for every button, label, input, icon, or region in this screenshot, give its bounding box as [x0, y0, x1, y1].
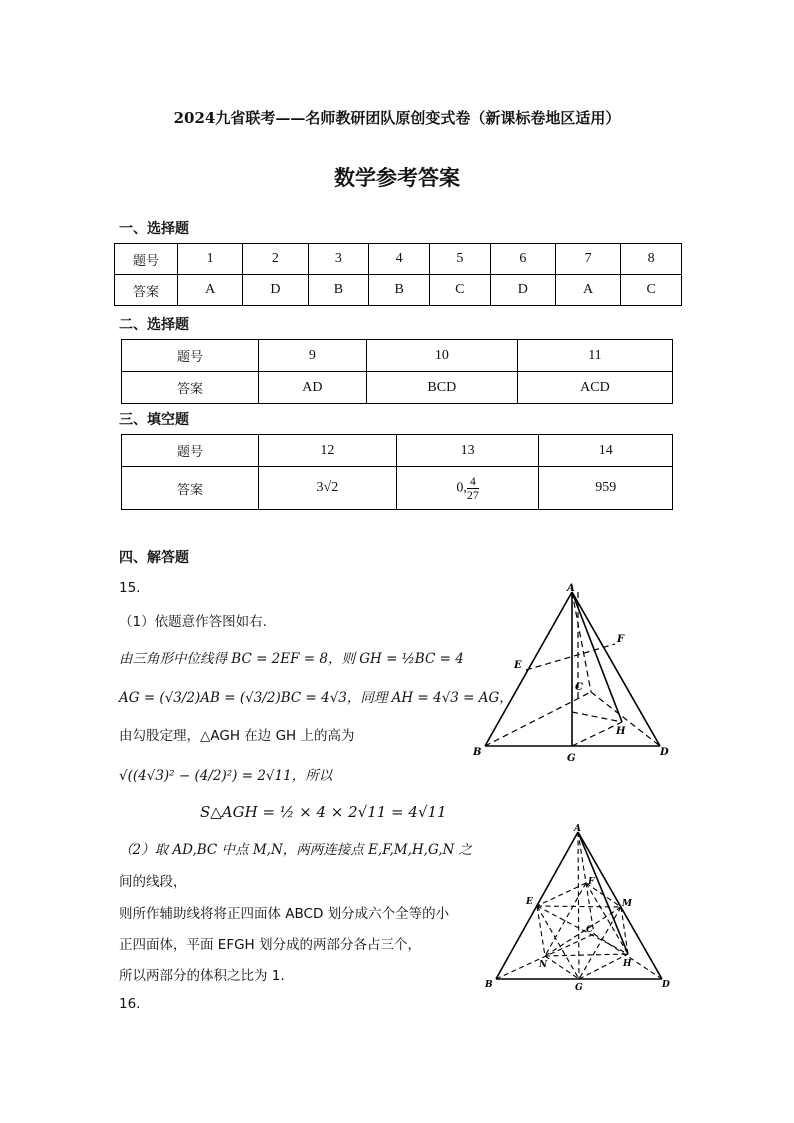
table-cell: 题号	[115, 244, 178, 275]
figure-label: F	[617, 634, 625, 645]
section-heading-choice: 一、选择题	[119, 221, 189, 237]
question-number-15: 15.	[119, 580, 141, 596]
table-cell: A	[555, 275, 620, 306]
table-cell: 959	[539, 467, 673, 510]
table-cell: 题号	[122, 340, 259, 372]
table-cell: 6	[490, 244, 555, 275]
table-row	[122, 372, 673, 404]
table-cell: A	[178, 275, 243, 306]
solution-line: （1）依题意作答图如右.	[119, 614, 267, 630]
figure-label: D	[662, 980, 670, 990]
figure-label: D	[660, 747, 669, 758]
answer-table-choice	[114, 243, 682, 306]
table-cell: 8	[621, 244, 682, 275]
table-cell: 3√2	[259, 467, 397, 510]
table-cell: 9	[259, 340, 367, 372]
table-row	[122, 467, 673, 510]
table-cell: AD	[259, 372, 367, 404]
fraction-numerator: 4	[467, 475, 479, 489]
figure-label: E	[526, 897, 533, 907]
section-heading-multi-choice: 二、选择题	[119, 317, 189, 333]
solution-line: AG = (√3/2)AB = (√3/2)BC = 4√3，同理 AH = 4√3 = AG，	[119, 690, 513, 706]
solution-line: 所以两部分的体积之比为 1.	[119, 968, 285, 984]
page-title: 数学参考答案	[334, 165, 460, 190]
figure-label: H	[616, 726, 626, 737]
table-cell: 2	[243, 244, 308, 275]
table-cell: 14	[539, 435, 673, 467]
table-cell: D	[490, 275, 555, 306]
table-cell: 题号	[122, 435, 259, 467]
page-header-title: 2024九省联考——名师教研团队原创变式卷（新课标卷地区适用）	[173, 109, 621, 127]
table-row	[122, 340, 673, 372]
figure-label: A	[567, 583, 575, 594]
table-cell: 12	[259, 435, 397, 467]
table-cell: B	[308, 275, 369, 306]
fraction-denominator: 27	[466, 487, 479, 502]
table-cell: BCD	[366, 372, 517, 404]
figure-label: H	[623, 959, 632, 969]
table-cell: 答案	[122, 467, 259, 510]
solution-line: 由勾股定理，△AGH 在边 GH 上的高为	[119, 728, 355, 744]
figure-label: B	[473, 747, 482, 758]
figure-label: F	[588, 877, 595, 887]
solution-formula: S△AGH = ½ × 4 × 2√11 = 4√11	[200, 803, 447, 821]
solution-line: √((4√3)² − (4/2)²) = 2√11，所以	[119, 768, 333, 784]
table-cell: C	[621, 275, 682, 306]
table-cell: ACD	[517, 372, 672, 404]
figure-label: E	[514, 660, 522, 671]
table-row	[115, 244, 682, 275]
solution-line: 正四面体，平面 EFGH 划分成的两部分各占三个，	[119, 937, 421, 953]
figure-label: B	[485, 980, 493, 990]
section-heading-fill-blank: 三、填空题	[119, 412, 189, 428]
solution-line: 由三角形中位线得 BC = 2EF = 8，则 GH = ½BC = 4	[119, 651, 464, 667]
solution-line: 间的线段，	[119, 874, 187, 890]
answer-table-fill-blank	[121, 434, 673, 510]
fraction	[467, 475, 479, 501]
table-cell: 10	[366, 340, 517, 372]
table-cell: 11	[517, 340, 672, 372]
figure-label: C	[586, 925, 594, 935]
figure-label: C	[575, 682, 583, 693]
solution-line: （2）取 AD,BC 中点 M,N，两两连接点 E,F,M,H,G,N 之	[119, 842, 473, 858]
question-number-16: 16.	[119, 996, 141, 1012]
table-cell: 7	[555, 244, 620, 275]
figure-label: N	[539, 960, 548, 970]
figure-label: G	[567, 753, 576, 764]
section-heading-solutions: 四、解答题	[119, 550, 189, 566]
tetrahedron-figure-1	[470, 582, 680, 767]
answer-table-multi-choice	[121, 339, 673, 404]
tetrahedron-figure-2	[482, 822, 682, 992]
table-row	[122, 435, 673, 467]
solution-line: 则所作辅助线将将正四面体 ABCD 划分成六个全等的小	[119, 906, 450, 922]
figure-label: A	[574, 824, 581, 834]
table-cell: C	[429, 275, 490, 306]
table-cell: B	[369, 275, 430, 306]
table-cell: 答案	[115, 275, 178, 306]
table-cell: 1	[178, 244, 243, 275]
table-cell: 3	[308, 244, 369, 275]
answer-13-prefix: 0,	[456, 480, 467, 496]
table-row	[115, 275, 682, 306]
table-cell: 答案	[122, 372, 259, 404]
figure-label: M	[622, 899, 632, 909]
table-cell: D	[243, 275, 308, 306]
table-cell	[396, 467, 539, 510]
table-cell: 4	[369, 244, 430, 275]
table-cell: 13	[396, 435, 539, 467]
table-cell: 5	[429, 244, 490, 275]
figure-label: G	[575, 983, 583, 992]
